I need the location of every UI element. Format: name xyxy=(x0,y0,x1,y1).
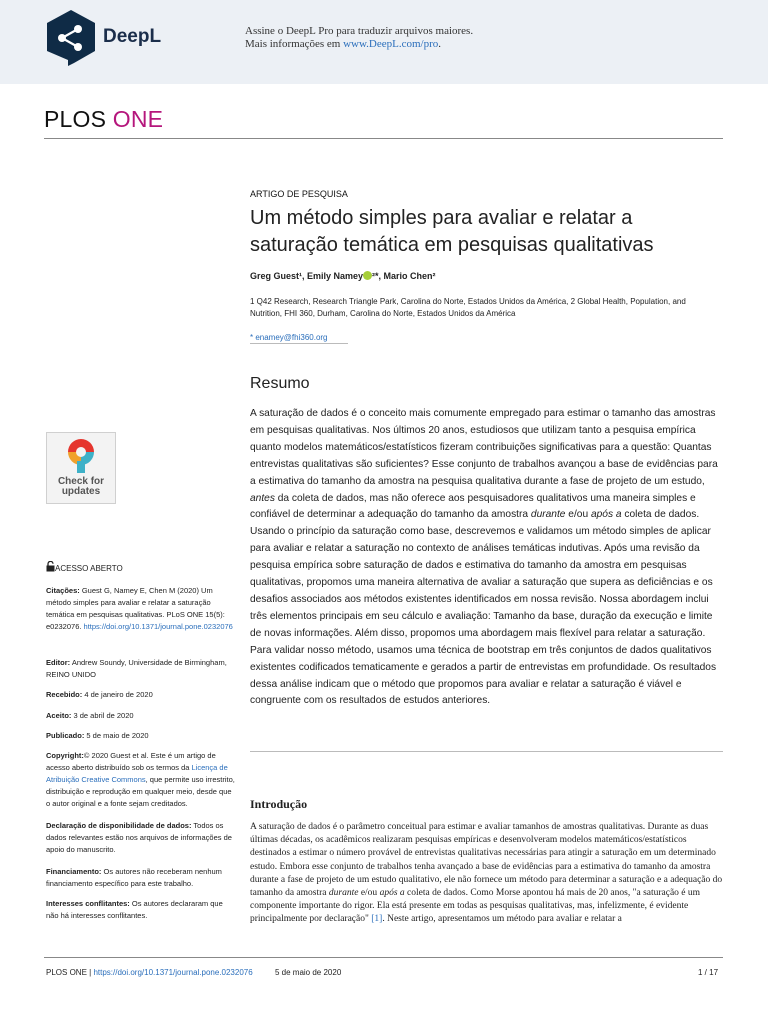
data-availability-block xyxy=(46,820,236,856)
footer-separator: | xyxy=(86,968,94,977)
abstract-divider xyxy=(250,751,723,752)
email-divider xyxy=(250,343,348,344)
funding-label: Financiamento: xyxy=(46,867,102,876)
banner-line-2 xyxy=(245,38,473,51)
funding-text: Os autores não receberam nenhum financiamento específico para este trabalho. xyxy=(46,867,222,888)
funding-block xyxy=(46,866,236,890)
copyright-block xyxy=(46,750,236,810)
introduction-paragraph xyxy=(250,821,725,927)
banner-line-2-text: Mais informações em xyxy=(245,38,344,50)
banner-message xyxy=(245,25,473,51)
abstract-paragraph-1 xyxy=(250,406,724,524)
editor-text: Andrew Soundy, Universidade de Birmingham, REINO UNIDO xyxy=(46,658,227,679)
badge-line-2: updates xyxy=(61,486,101,497)
copyright-text-a: © 2020 Guest et al. Este é um artigo de acesso aberto distribuído sob os termos da xyxy=(46,751,216,772)
accepted-block xyxy=(46,710,236,722)
abstract-p1-emphasis-3: após a xyxy=(590,509,622,521)
crossmark-icon xyxy=(66,437,96,475)
published-label: Publicado: xyxy=(46,731,85,740)
abstract-paragraph-2: Usando o princípio da saturação como base, descrevemos e validamos um método simples de aplicar para avaliar e relatar a saturação no contexto de análises temáticas indutivas. Após uma revisão da pesquisa empírica sobre saturação de dados e estimativa do tamanho da amostra em pesquisas qualitativas, propomos uma maneira alternativa de avaliar a saturação que supera as deficiências e os desafios associados aos métodos existentes identificados em nossa revisão. Nossa abordagem inclui três elementos principais em seu cálculo e avaliação: Tamanho da base, duração da execução e limite de novas informações. Além disso, propomos uma abordagem mais flexível para relatar a saturação. Para validar nosso método, usamos uma técnica de bootstrap em três conjuntos de dados qualitativos existentes codificados tematicamente e gerados a partir de entrevistas em profundidade. Os resultados dessa análise indicam que o método que propomos para avaliar e relatar a saturação é viável e congruente com os resultados de estudos anteriores. xyxy=(250,526,717,707)
journal-logo xyxy=(44,106,163,133)
editor-label: Editor: xyxy=(46,658,71,667)
abstract-body xyxy=(250,406,724,710)
abstract-p1-text-c: e/ou xyxy=(565,509,591,521)
author-list xyxy=(250,271,436,281)
received-label: Recebido: xyxy=(46,690,83,699)
abstract-p1-text-b: da coleta de dados, mas não oferece aos pesquisadores qualitativos uma maneira simples e confiável de determinar a adequação do tamanho da amostra xyxy=(250,492,696,521)
published-block xyxy=(46,730,236,742)
citation-text: Guest G, Namey E, Chen M (2020) Um método simples para avaliar e relatar a saturação temática em pesquisas qualitativas. PLoS ONE 15(5): e0232076. xyxy=(46,586,225,631)
deepl-logo-icon xyxy=(46,10,96,66)
footer-citation xyxy=(46,968,253,977)
authors-part-2: ²*, Mario Chen² xyxy=(372,271,436,281)
journal-logo-plos: PLOS xyxy=(44,106,113,132)
footer-date: 5 de maio de 2020 xyxy=(275,968,342,977)
check-for-updates-badge[interactable] xyxy=(46,432,116,504)
abstract-p1-emphasis-2: durante xyxy=(530,509,566,521)
citation-block xyxy=(46,585,234,633)
received-block xyxy=(46,689,236,701)
abstract-p1-emphasis-1: antes xyxy=(250,492,275,504)
abstract-p1-text-a: A saturação de dados é o conceito mais comumente empregado para estimar o tamanho das amostras em pesquisas qualitativas. Nos últimos 20 anos, estudiosos que utilizam tanto a pesquisa empírica quanto modelos matemáticos/estatísticos fizeram contribuições significativas para a questão: Quantas entrevistas qualitativas são suficientes? Esse conjunto de trabalhos avançou a base de evidências para a estimativa do tamanho da amostra na pesquisa qualitativa durante a fase de projeto de um estudo, xyxy=(250,408,718,487)
open-lock-icon xyxy=(46,561,55,572)
page-number: 1 / 17 xyxy=(698,968,719,977)
citation-doi-link[interactable]: https://doi.org/10.1371/journal.pone.0232076 xyxy=(83,622,233,631)
deepl-brand: DeepL xyxy=(103,26,162,47)
copyright-label: Copyright: xyxy=(46,751,84,760)
citation-label: Citações: xyxy=(46,586,80,595)
open-access-text: ACESSO ABERTO xyxy=(55,564,123,573)
footer-journal: PLOS ONE xyxy=(46,968,87,977)
published-date: 5 de maio de 2020 xyxy=(84,731,149,740)
introduction-body xyxy=(250,821,725,927)
intro-text-d: . Neste artigo, apresentamos um método para avaliar e relatar a xyxy=(382,914,622,925)
intro-text-c: coleta de dados. Como Morse apontou há mais de 20 anos, "a saturação é um componente importante do rigor. Ela está presente em todas as pesquisas qualitativas, mas, infelizmente, é evidente principalmente por declaração" xyxy=(250,888,701,925)
reference-link-1[interactable]: [1] xyxy=(371,914,383,925)
badge-line-1: Check for xyxy=(57,476,105,487)
intro-text-a: A saturação de dados é o parâmetro conceitual para estimar e avaliar tamanhos de amostras qualitativas. Durante as duas últimas décadas, os acadêmicos realizaram pesquisas empíricas e desenvolveram modelos matemáticos/estatísticos destinados a estimar o número provável de entrevistas qualitativas necessárias para atingir a saturação em um determinado estudo. Embora esse conjunto de trabalhos tenha avançado a base de evidências para a estimativa do tamanho da amostra durante a fase de projeto de um estudo qualitativo, ele não fornece um método para determinar a saturação e a adequação do tamanho da amostra xyxy=(250,822,723,899)
data-availability-text: Todos os dados relevantes estão nos arquivos de informações de apoio do manuscrito. xyxy=(46,821,232,854)
accepted-date: 3 de abril de 2020 xyxy=(71,711,134,720)
abstract-heading: Resumo xyxy=(250,375,310,392)
editor-block xyxy=(46,657,236,681)
competing-interests-label: Interesses conflitantes: xyxy=(46,899,130,908)
competing-interests-text: Os autores declararam que não há interesses conflitantes. xyxy=(46,899,223,920)
accepted-label: Aceito: xyxy=(46,711,72,720)
received-date: 4 de janeiro de 2020 xyxy=(82,690,153,699)
badge-text xyxy=(47,477,115,497)
orcid-icon[interactable] xyxy=(363,271,372,280)
open-access-label xyxy=(46,561,236,575)
intro-emphasis-2: após a xyxy=(379,888,405,899)
footer-divider xyxy=(44,957,723,958)
competing-interests-block xyxy=(46,898,236,922)
deepl-pro-link[interactable]: www.DeepL.com/pro xyxy=(343,38,439,50)
banner-line-2-end: . xyxy=(438,38,442,50)
intro-emphasis-1: durante xyxy=(328,888,359,899)
article-title: Um método simples para avaliar e relatar a saturação temática em pesquisas qualitativas xyxy=(250,207,654,256)
introduction-heading: Introdução xyxy=(250,797,308,811)
header-divider xyxy=(44,138,723,139)
intro-text-b: e/ou xyxy=(358,888,380,899)
banner-line-1: Assine o DeepL Pro para traduzir arquivos maiores. xyxy=(245,25,474,37)
data-availability-label: Declaração de disponibilidade de dados: xyxy=(46,821,192,830)
creative-commons-link[interactable]: Licença de Atribuição Creative Commons xyxy=(46,763,228,784)
journal-logo-one: ONE xyxy=(112,106,164,132)
corresponding-email[interactable]: * enamey@fhi360.org xyxy=(250,333,328,342)
authors-part-1: Greg Guest¹, Emily Namey xyxy=(250,271,364,281)
copyright-text-b: , que permite uso irrestrito, distribuição e reprodução em qualquer meio, desde que o autor original e a fonte sejam creditados. xyxy=(46,775,235,808)
affiliations: 1 Q42 Research, Research Triangle Park, Carolina do Norte, Estados Unidos da América, 2 Global Health, Population, and Nutrition, FHI 360, Durham, Carolina do Norte, Estados Unidos da América xyxy=(250,297,686,318)
article-type: ARTIGO DE PESQUISA xyxy=(250,189,348,199)
deepl-banner xyxy=(0,0,768,84)
footer-doi-link[interactable]: https://doi.org/10.1371/journal.pone.0232076 xyxy=(93,968,253,977)
abstract-p1-text-d: coleta de dados. xyxy=(621,509,700,521)
